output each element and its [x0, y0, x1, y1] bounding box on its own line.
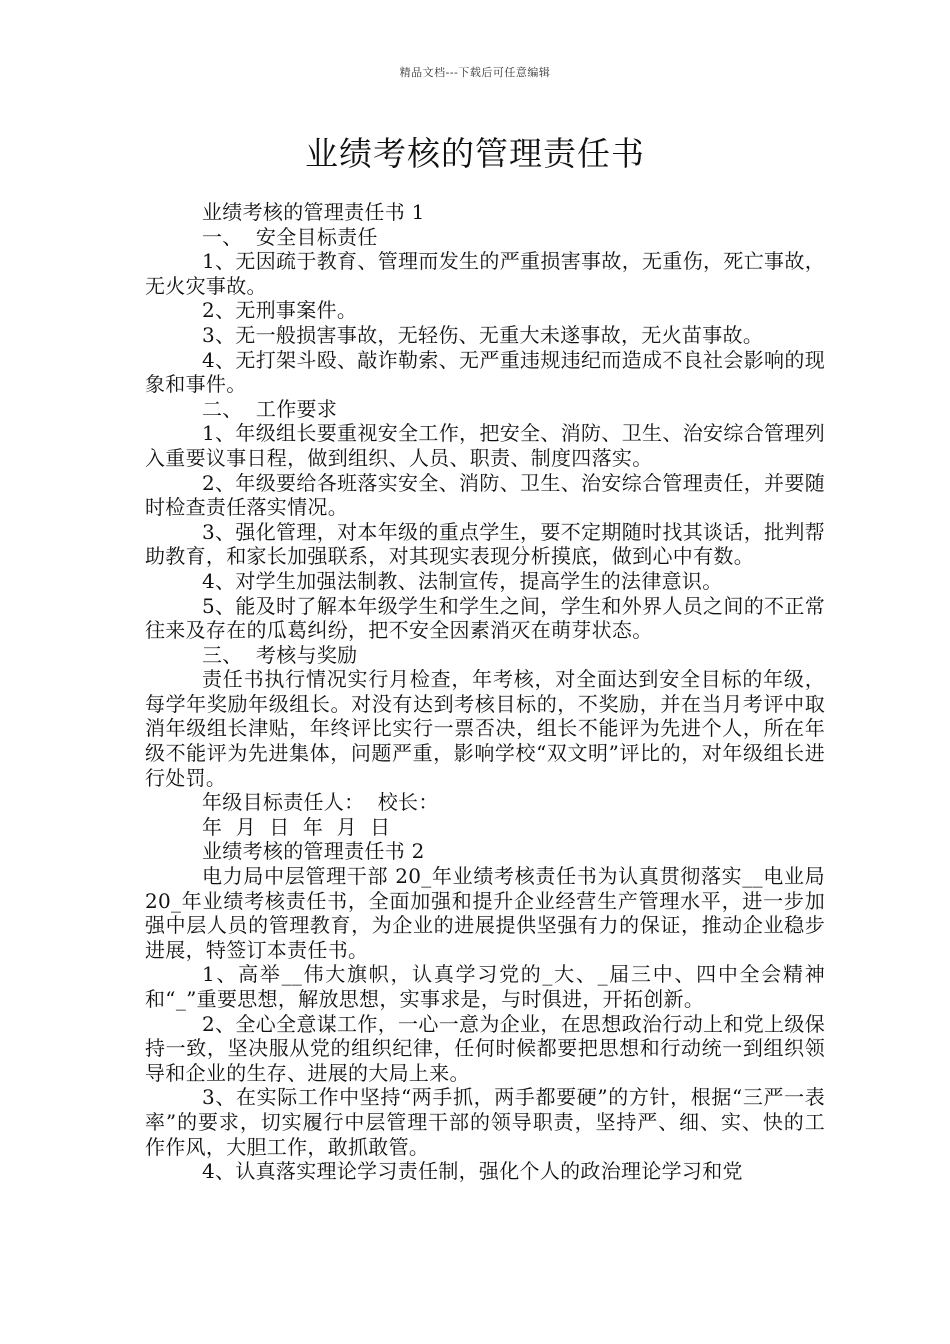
section-heading-1: 一、 安全目标责任 — [202, 224, 378, 249]
section-heading-3: 三、 考核与奖励 — [202, 642, 358, 667]
paragraph: 5、能及时了解本年级学生和学生之间，学生和外界人员之间的不正常往来及存在的瓜葛纠纷，把不安全因素消灭在萌芽状态。 — [145, 593, 825, 643]
signature-line: 年级目标责任人： 校长： — [202, 790, 439, 815]
paragraph: 2、全心全意谋工作，一心一意为企业，在思想政治行动上和党上级保持一致，坚决服从党的组织纪律，任何时候都要把思想和行动统一到组织领导和企业的生存、进展的大局上来。 — [145, 1011, 825, 1085]
date-line: 年 月 日 年 月 日 — [202, 814, 391, 839]
paragraph: 1、年级组长要重视安全工作，把安全、消防、卫生、治安综合管理列入重要议事日程，做到组织、人员、职责、制度四落实。 — [145, 421, 825, 470]
paragraph: 1、高举__伟大旗帜，认真学习党的_大、_届三中、四中全会精神和“_”重要思想，解放思想，实事求是，与时俱进，开拓创新。 — [145, 962, 825, 1011]
paragraph: 3、在实际工作中坚持“两手抓，两手都要硬”的方针，根据“三严一表率”的要求，切实履行中层管理干部的领导职责，坚持严、细、实、快的工作作风，大胆工作，敢抓敢管。 — [145, 1085, 825, 1159]
page-header: 精品文档---下载后可任意编辑 — [399, 66, 551, 79]
paragraph: 4、无打架斗殴、敲诈勒索、无严重违规违纪而造成不良社会影响的现象和事件。 — [145, 347, 825, 397]
paragraph: 2、无刑事案件。 — [202, 298, 358, 323]
paragraph: 责任书执行情况实行月检查，年考核，对全面达到安全目标的年级，每学年奖励年级组长。对没有达到考核目标的，不奖励，并在当月考评中取消年级组长津贴，年终评比实行一票否决，组长不能评为先进个人，所在年级不能评为先进集体，问题严重，影响学校“双文明”评比的，对年级组长进行处罚。 — [145, 667, 825, 790]
paragraph: 1、无因疏于教育、管理而发生的严重损害事故，无重伤，死亡事故，无火灾事故。 — [145, 249, 825, 298]
paragraph: 3、强化管理，对本年级的重点学生，要不定期随时找其谈话，批判帮助教育，和家长加强联系，对其现实表现分析摸底，做到心中有数。 — [145, 519, 825, 569]
subtitle-1: 业绩考核的管理责任书 1 — [202, 200, 425, 224]
paragraph: 4、认真落实理论学习责任制，强化个人的政治理论学习和党 — [202, 1159, 743, 1184]
subtitle-2: 业绩考核的管理责任书 2 — [202, 839, 425, 864]
document-title: 业绩考核的管理责任书 — [305, 134, 645, 173]
paragraph: 4、对学生加强法制教、法制宣传，提高学生的法律意识。 — [202, 568, 723, 593]
section-heading-2: 二、 工作要求 — [202, 396, 338, 421]
paragraph: 电力局中层管理干部 20_年业绩考核责任书为认真贯彻落实__电业局 20_年业绩考核责任书，全面加强和提升企业经营生产管理水平，进一步加强中层人员的管理教育，为企业的进展提供坚强有力的保证，推动企业稳步进展，特签订本责任书。 — [145, 864, 825, 962]
document-body — [145, 200, 825, 1184]
paragraph: 3、无一般损害事故，无轻伤、无重大未遂事故，无火苗事故。 — [202, 322, 764, 347]
paragraph: 2、年级要给各班落实安全、消防、卫生、治安综合管理责任，并要随时检查责任落实情况。 — [145, 470, 825, 520]
